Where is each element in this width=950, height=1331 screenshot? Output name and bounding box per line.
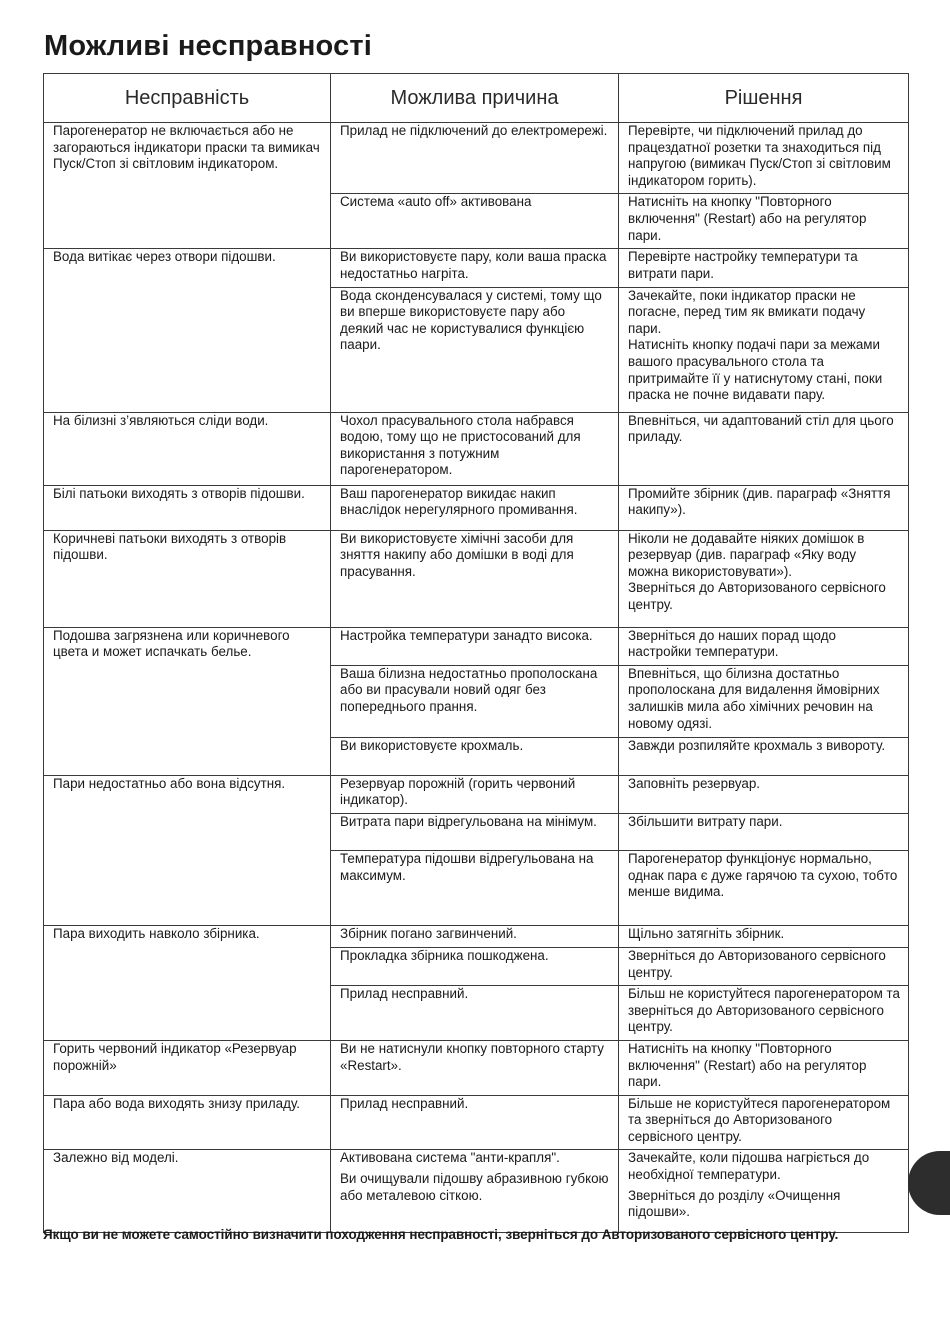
cause-text: Прокладка збірника пошкоджена. — [340, 947, 549, 963]
problem-cell: Вода витікає через отвори підошви. — [44, 249, 331, 412]
solution-text: Зачекайте, поки індикатор праски не погасне, перед тим як вмикати подачу пари. — [628, 287, 866, 336]
troubleshooting-table — [43, 73, 909, 1233]
cause-cell — [331, 249, 619, 287]
solution-text: Впевніться, чи адаптований стіл для цього приладу. — [628, 412, 894, 445]
solution-cell — [619, 925, 909, 947]
cause-text: Збірник погано загвинчений. — [340, 925, 517, 941]
solution-text: Перевірте, чи підключений прилад до працездатної розетки та знаходиться під напругою (вимикач Пуск/Стоп зі світловим індикатором горить). — [628, 123, 891, 188]
solution-cell — [619, 627, 909, 665]
problem-cell: Парогенератор не включається або не загораються індикатори праски та вимикач Пуск/Стоп зі світловим індикатором. — [44, 123, 331, 249]
cause-text: Вода сконденсувалася у системі, тому що ви вперше використовуєте пару або деякий час не користувалися функцією паари. — [340, 287, 602, 353]
solution-text: Збільшити витрату пари. — [628, 813, 783, 829]
cause-cell — [331, 986, 619, 1041]
cause-text: Ви використовуєте пару, коли ваша праска недостатньо нагріта. — [340, 249, 607, 281]
cause-text: Температура підошви відрегульована на максимум. — [340, 850, 594, 883]
footer-note: Якщо ви не можете самостійно визначити походження несправності, зверніться до Авторизованого сервісного центру. — [43, 1227, 839, 1242]
cause-text: Витрата пари відрегульована на мінімум. — [340, 813, 597, 829]
solution-text: Завжди розпиляйте крохмаль з вивороту. — [628, 737, 886, 753]
solution-text: Більш не користуйтеся парогенератором та зверніться до Авторизованого сервісного центру. — [628, 986, 900, 1035]
problem-cell: На білизні з’являються сліди води. — [44, 412, 331, 485]
problem-cell: Пари недостатньо або вона відсутня. — [44, 775, 331, 925]
solution-cell — [619, 947, 909, 985]
cause-text: Прилад несправний. — [340, 986, 469, 1002]
solution-cell — [619, 1095, 909, 1150]
cause-cell — [331, 287, 619, 412]
table-row — [44, 925, 909, 947]
solution-text: Зачекайте, коли підошва нагріється до необхідної температури. — [628, 1150, 870, 1183]
solution-cell — [619, 530, 909, 627]
solution-cell — [619, 775, 909, 813]
solution-cell — [619, 287, 909, 412]
table-row — [44, 775, 909, 813]
solution-cell — [619, 485, 909, 530]
cause-cell — [331, 775, 619, 813]
cause-text: Ви очищували підошву абразивною губкою або металевою сіткою. — [340, 1171, 609, 1203]
solution-text: Впевніться, що білизна достатньо прополоскана для видалення ймовірних залишків мила або хімічних речовин на новому одязі. — [628, 665, 880, 731]
cause-cell — [331, 1040, 619, 1095]
solution-text: Зверніться до наших порад щодо настройки температури. — [628, 627, 836, 660]
cause-text: Ви не натиснули кнопку повторного старту «Restart». — [340, 1040, 604, 1073]
cause-cell — [331, 530, 619, 627]
table-row — [44, 530, 909, 627]
table-row — [44, 1040, 909, 1095]
solution-text: Зверніться до розділу «Очищення підошви». — [628, 1187, 841, 1220]
problem-cell: Пара або вода виходять знизу приладу. — [44, 1095, 331, 1150]
solution-cell — [619, 737, 909, 775]
solution-cell — [619, 249, 909, 287]
problem-cell: Коричневі патьоки виходять з отворів підошви. — [44, 530, 331, 627]
solution-text: Натисніть кнопку подачі пари за межами вашого прасувального стола та притримайте її у натиснутому стані, поки праска не почне видавати пару. — [628, 337, 883, 403]
cause-cell — [331, 813, 619, 850]
header-cause: Можлива причина — [331, 74, 619, 123]
solution-text: Перевірте настройку температури та витрати пари. — [628, 249, 858, 281]
cause-text: Ви використовуєте крохмаль. — [340, 737, 524, 753]
solution-text: Щільно затягніть збірник. — [628, 925, 785, 941]
table-header-row — [44, 74, 909, 123]
solution-text: Більше не користуйтеся парогенератором та зверніться до Авторизованого сервісного центру. — [628, 1095, 891, 1144]
solution-text: Парогенератор функціонує нормально, однак пара є дуже гарячою та сухою, тобто менше видима. — [628, 850, 898, 900]
problem-cell: Білі патьоки виходять з отворів підошви. — [44, 485, 331, 530]
cause-cell — [331, 850, 619, 925]
cause-cell — [331, 737, 619, 775]
table-body — [44, 123, 909, 1233]
solution-text: Промийте збірник (див. параграф «Зняття накипу»). — [628, 485, 891, 518]
table-row — [44, 1150, 909, 1233]
page-title: Можливі несправності — [44, 30, 373, 62]
solution-text: Заповніть резервуар. — [628, 775, 761, 791]
solution-text: Зверніться до Авторизованого сервісного центру. — [628, 580, 886, 612]
cause-text: Ваша білизна недостатньо прополоскана або ви прасували новий одяг без попереднього прання. — [340, 665, 598, 714]
solution-cell — [619, 665, 909, 737]
cause-text: Чохол прасувального стола набрався водою, тому що не пристосований для використання з потужним парогенератором. — [340, 412, 581, 478]
solution-text: Зверніться до Авторизованого сервісного центру. — [628, 947, 886, 980]
solution-cell — [619, 1040, 909, 1095]
table-row — [44, 627, 909, 665]
problem-cell: Горить червоний індикатор «Резервуар порожній» — [44, 1040, 331, 1095]
solution-cell — [619, 813, 909, 850]
problem-cell: Залежно від моделі. — [44, 1150, 331, 1233]
cause-text: Система «auto off» активована — [340, 194, 532, 210]
cause-text: Прилад не підключений до електромережі. — [340, 123, 608, 138]
solution-cell — [619, 194, 909, 249]
page-tab-marker — [908, 1151, 950, 1215]
table-row — [44, 1095, 909, 1150]
cause-cell — [331, 1150, 619, 1233]
cause-text: Активована система "анти-крапля". — [340, 1150, 560, 1166]
solution-cell — [619, 123, 909, 194]
cause-text: Прилад несправний. — [340, 1095, 469, 1111]
cause-text: Ваш парогенератор викидає накип внаслідок нерегулярного промивання. — [340, 485, 578, 518]
cause-cell — [331, 947, 619, 985]
solution-text: Ніколи не додавайте ніяких домішок в резервуар (див. параграф «Яку воду можна використовувати»). — [628, 530, 865, 579]
cause-cell — [331, 412, 619, 485]
cause-cell — [331, 925, 619, 947]
cause-cell — [331, 123, 619, 194]
header-problem: Несправність — [44, 74, 331, 123]
table-row — [44, 485, 909, 530]
table-row — [44, 249, 909, 287]
table-row — [44, 412, 909, 485]
cause-text: Настройка температури занадто висока. — [340, 627, 593, 643]
cause-cell — [331, 194, 619, 249]
table-row — [44, 123, 909, 194]
solution-text: Натисніть на кнопку "Повторного включення" (Restart) або на регулятор пари. — [628, 1040, 867, 1090]
cause-cell — [331, 1095, 619, 1150]
solution-cell — [619, 1150, 909, 1233]
header-solution: Рішення — [619, 74, 909, 123]
cause-text: Резервуар порожній (горить червоний індикатор). — [340, 775, 576, 808]
solution-cell — [619, 850, 909, 925]
cause-text: Ви використовуєте хімічні засоби для зняття накипу або домішки в воді для прасування. — [340, 530, 574, 579]
solution-cell — [619, 986, 909, 1041]
cause-cell — [331, 665, 619, 737]
problem-cell: Подошва загрязнена или коричневого цвета и может испачкать белье. — [44, 627, 331, 775]
cause-cell — [331, 485, 619, 530]
solution-cell — [619, 412, 909, 485]
problem-cell: Пара виходить навколо збірника. — [44, 925, 331, 1040]
cause-cell — [331, 627, 619, 665]
solution-text: Натисніть на кнопку "Повторного включення" (Restart) або на регулятор пари. — [628, 194, 867, 243]
